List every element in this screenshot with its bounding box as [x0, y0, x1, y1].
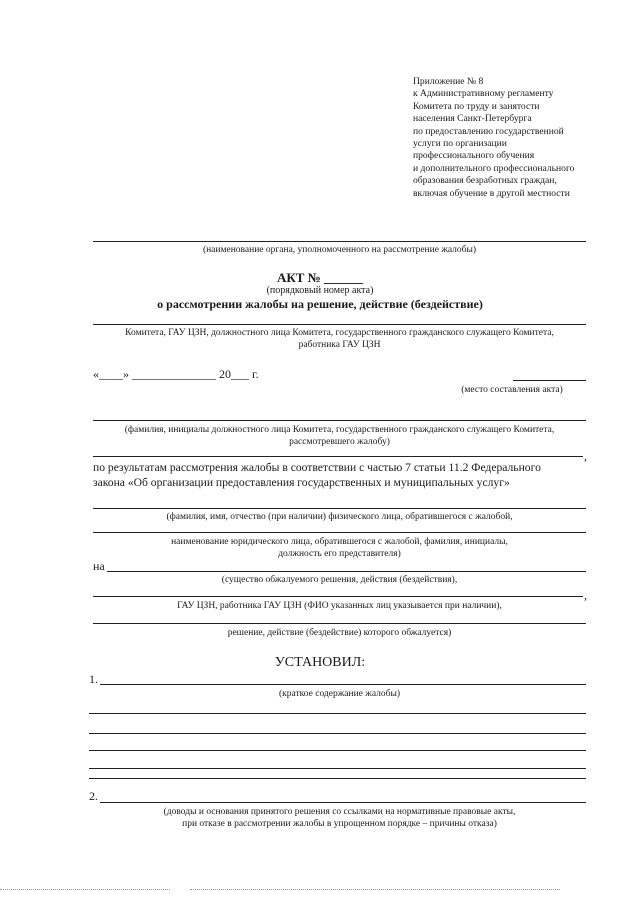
appendix-line: профессионального обучения — [413, 150, 535, 162]
date-month[interactable]: ______________ — [132, 367, 216, 381]
individual-field-line[interactable] — [93, 508, 586, 509]
legal-caption-line: должность его представителя) — [278, 549, 401, 559]
organ-caption: (наименование органа, уполномоченного на рассмотрение жалобы) — [202, 245, 477, 255]
summary-extra-line[interactable] — [89, 768, 586, 769]
gau-comma: , — [584, 588, 587, 602]
place-caption: (место составления акта) — [461, 385, 563, 395]
item1-number: 1. — [89, 672, 98, 686]
gau-caption: ГАУ ЦЗН, работника ГАУ ЦЗН (ФИО указанных лиц указывается при наличии), — [177, 601, 502, 611]
gau-field-line[interactable] — [93, 596, 583, 597]
results-text — [93, 460, 593, 490]
summary-caption: (краткое содержание жалобы) — [278, 689, 400, 699]
organ-field-line[interactable] — [93, 241, 586, 242]
appendix-line: Приложение № 8 — [413, 76, 484, 87]
act-title: АКТ № ______ — [276, 270, 364, 285]
appendix-header — [413, 76, 623, 200]
appendix-line: включая обучение в другой местности — [413, 187, 570, 199]
act-subtitle: о рассмотрении жалобы на решение, действие (бездействие) — [157, 297, 483, 311]
appendix-line: населения Санкт-Петербурга — [413, 113, 532, 125]
official-caption-line: рассмотревшего жалобу) — [289, 437, 390, 447]
scan-artifact-line — [190, 889, 560, 890]
appendix-line: услуги по организации — [413, 138, 507, 150]
summary-field-line[interactable] — [100, 684, 586, 685]
act-number-caption: (порядковый номер акта) — [266, 285, 374, 296]
official-caption-line: (фамилия, инициалы должностного лица Комитета, государственного гражданского служащего Комитета, — [124, 425, 555, 435]
reasons-field-line[interactable] — [100, 802, 586, 803]
reasons-caption-line: при отказе в рассмотрении жалобы в упрощенном порядке – причины отказа) — [182, 819, 497, 829]
summary-extra-line[interactable] — [89, 778, 586, 779]
date-field[interactable] — [93, 367, 259, 382]
date-day[interactable]: «____» — [93, 367, 129, 381]
results-line: закона «Об организации предоставления государственных и муниципальных услуг» — [93, 476, 510, 489]
date-year[interactable]: 20___ г. — [219, 367, 259, 381]
committee-field-line[interactable] — [93, 324, 586, 325]
appendix-line: Комитета по труду и занятости — [413, 100, 540, 112]
established-heading: УСТАНОВИЛ: — [274, 655, 366, 670]
appendix-line: по предоставлению государственной — [413, 125, 564, 137]
place-field-line[interactable] — [513, 380, 586, 381]
scan-artifact-line — [0, 889, 170, 890]
summary-extra-line[interactable] — [89, 733, 586, 734]
individual-caption: (фамилия, имя, отчество (при наличии) физического лица, обратившегося с жалобой, — [166, 512, 513, 522]
decision-caption: решение, действие (бездействие) которого обжалуется) — [227, 628, 452, 638]
appendix-line: и дополнительного профессионального — [413, 162, 575, 174]
summary-extra-line[interactable] — [89, 750, 586, 751]
committee-caption-line: работника ГАУ ЦЗН — [298, 340, 381, 350]
legal-caption-line: наименование юридического лица, обратившегося с жалобой, фамилия, инициалы, — [171, 537, 508, 547]
subject-caption: (существо обжалуемого решения, действия (бездействия), — [221, 575, 458, 585]
na-label: на — [93, 559, 105, 573]
official-caption — [83, 424, 596, 448]
legal-field-line[interactable] — [93, 532, 586, 533]
reasons-caption — [83, 806, 596, 830]
summary-extra-line[interactable] — [89, 713, 586, 714]
committee-caption — [83, 327, 596, 351]
subject-field-line[interactable] — [107, 571, 586, 572]
item2-number: 2. — [89, 789, 98, 803]
appendix-line: к Административному регламенту — [413, 88, 554, 100]
official-field-line[interactable] — [93, 420, 586, 421]
legal-caption — [93, 536, 586, 560]
official-continuation-line[interactable] — [93, 456, 583, 457]
results-line: по результатам рассмотрения жалобы в соответствии с частью 7 статьи 11.2 Федерального — [93, 461, 541, 474]
decision-field-line[interactable] — [93, 623, 586, 624]
official-comma: , — [584, 449, 587, 463]
reasons-caption-line: (доводы и основания принятого решения со ссылками на нормативные правовые акты, — [163, 807, 516, 817]
appendix-line: образования безработных граждан, — [413, 175, 557, 187]
committee-caption-line: Комитета, ГАУ ЦЗН, должностного лица Комитета, государственного гражданского служащего Комитета, — [125, 328, 554, 338]
